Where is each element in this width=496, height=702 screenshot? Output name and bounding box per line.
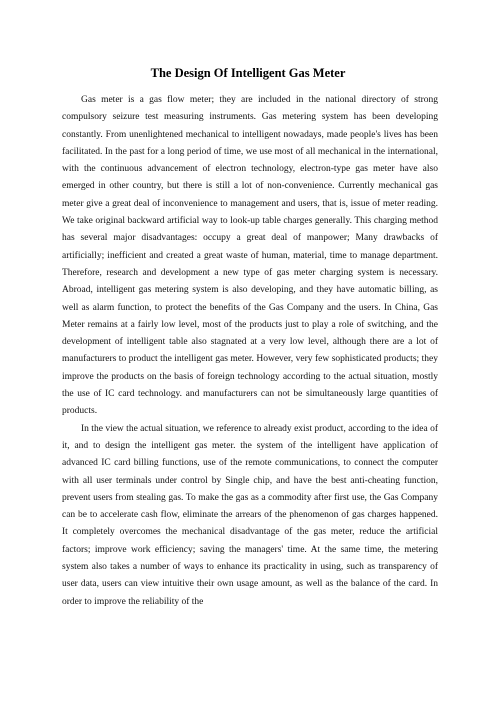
paragraph-2: In the view the actual situation, we reference to already exist product, according to the idea of it, and to design the intelligent gas meter. the system of the intelligent have application of advanced IC card billing functions, use of the remote communications, to connect the computer with all user terminals under control by Single chip, and have the best anti-cheating function, prevent users from stealing gas. To make the gas as a commodity after first use, the Gas Company can be to accelerate cash flow, eliminate the arrears of the phenomenon of gas charges happened. It completely overcomes the mechanical disadvantage of the gas meter, reduce the artificial factors; improve work efficiency; saving the managers' time. At the same time, the metering system also takes a number of ways to enhance its practicality in using, such as transparency of user data, users can view intuitive their own usage amount, as well as the balance of the card. In order to improve the reliability of the xyxy=(62,423,438,607)
document-body xyxy=(62,92,438,611)
document-title: The Design Of Intelligent Gas Meter xyxy=(150,66,346,80)
paragraph-1: Gas meter is a gas flow meter; they are included in the national directory of strong compulsory seizure test measuring instruments. Gas metering system has been developing constantly. From unenlightened mechanical to intelligent nowadays, made people's lives has been facilitated. In the past for a long period of time, we use most of all mechanical in the international, with the continuous advancement of electron technology, electron-type gas meter have also emerged in other country, but there is still a lot of non-convenience. Currently mechanical gas meter give a great deal of inconvenience to management and users, that is, issue of meter reading. We take original backward artificial way to look-up table charges generally. This charging method has several major disadvantages: occupy a great deal of manpower; Many drawbacks of artificially; inefficient and created a great waste of human, material, time to manage department. Therefore, research and development a new type of gas meter charging system is necessary. Abroad, intelligent gas metering system is also developing, and they have automatic billing, as well as alarm function, to protect the benefits of the Gas Company and the users. In China, Gas Meter remains at a fairly low level, most of the products just to play a role of switching, and the development of intelligent table also stagnated at a very low level, although there are a lot of manufacturers to product the intelligent gas meter. However, very few sophisticated products; they improve the products on the basis of foreign technology according to the actual situation, mostly the use of IC card technology. and manufacturers can not be simultaneously large quantities of products. xyxy=(62,95,438,417)
